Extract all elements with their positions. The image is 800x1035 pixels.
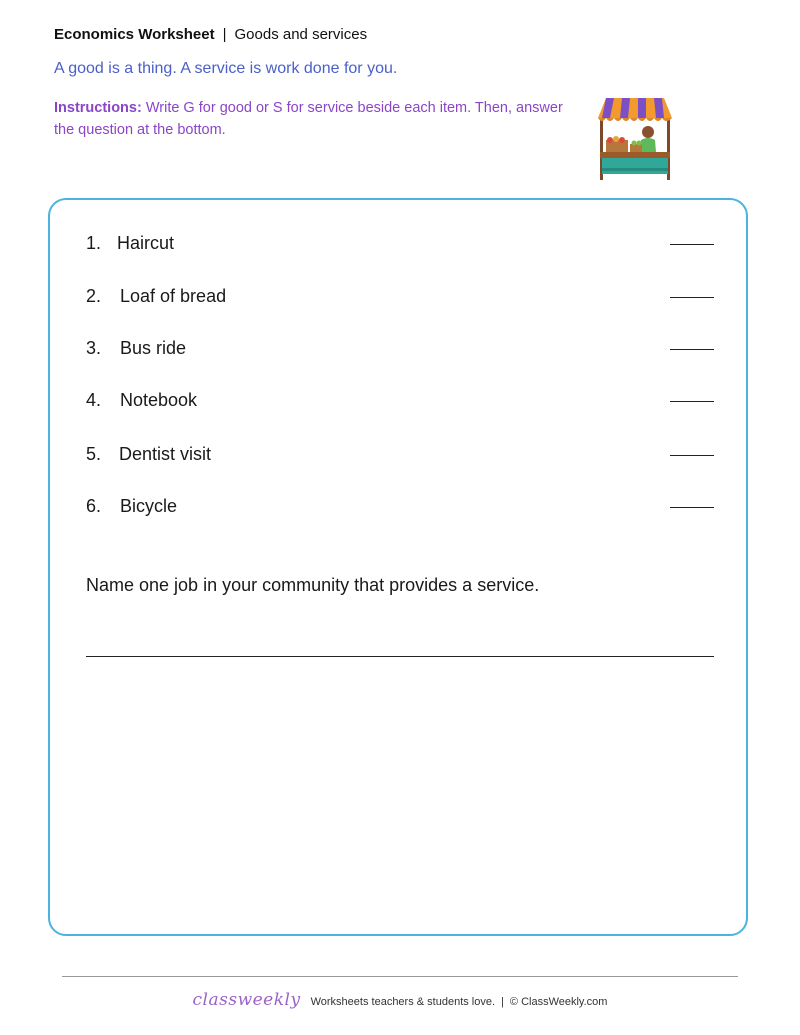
market-stall-icon: [592, 96, 678, 182]
item-number: 3.: [86, 338, 102, 358]
item-text: Dentist visit: [119, 444, 212, 464]
list-item: [86, 286, 714, 310]
worksheet-topic: Goods and services: [234, 26, 368, 43]
worksheet-title: Economics Worksheet: [54, 26, 215, 43]
item-text: Haircut: [117, 233, 175, 253]
answer-blank[interactable]: [670, 349, 714, 350]
item-number: 5.: [86, 444, 102, 464]
item-text: Bicycle: [120, 496, 178, 516]
answer-blank[interactable]: [670, 455, 714, 456]
instructions: [54, 97, 564, 141]
footer: [0, 990, 800, 1010]
worksheet-header: [54, 26, 367, 43]
brand-logo: classweekly: [192, 990, 301, 1010]
answer-blank[interactable]: [670, 244, 714, 245]
open-question: Name one job in your community that provides a service.: [86, 575, 540, 595]
list-item: [86, 390, 714, 414]
item-text: Loaf of bread: [120, 286, 227, 306]
footer-divider: [62, 976, 738, 977]
footer-copyright: © ClassWeekly.com: [509, 996, 608, 1008]
header-separator: |: [222, 26, 227, 43]
list-item: [86, 338, 714, 362]
answer-line[interactable]: [86, 656, 714, 657]
answer-blank[interactable]: [670, 297, 714, 298]
instructions-text: Write G for good or S for service beside each item. Then, answer the question at the bottom.: [54, 100, 563, 138]
definition-text: A good is a thing. A service is work done for you.: [54, 60, 398, 77]
instructions-lead: Instructions:: [54, 100, 142, 116]
list-item: [86, 496, 714, 520]
footer-separator: |: [501, 996, 504, 1008]
answer-blank[interactable]: [670, 507, 714, 508]
footer-tagline: Worksheets teachers & students love.: [310, 996, 496, 1008]
list-item: [86, 444, 714, 468]
answer-blank[interactable]: [670, 401, 714, 402]
item-text: Bus ride: [120, 338, 187, 358]
item-number: 1.: [86, 233, 102, 253]
list-item: [86, 233, 714, 257]
item-number: 2.: [86, 286, 102, 306]
item-number: 6.: [86, 496, 102, 516]
item-text: Notebook: [120, 390, 198, 410]
item-number: 4.: [86, 390, 102, 410]
